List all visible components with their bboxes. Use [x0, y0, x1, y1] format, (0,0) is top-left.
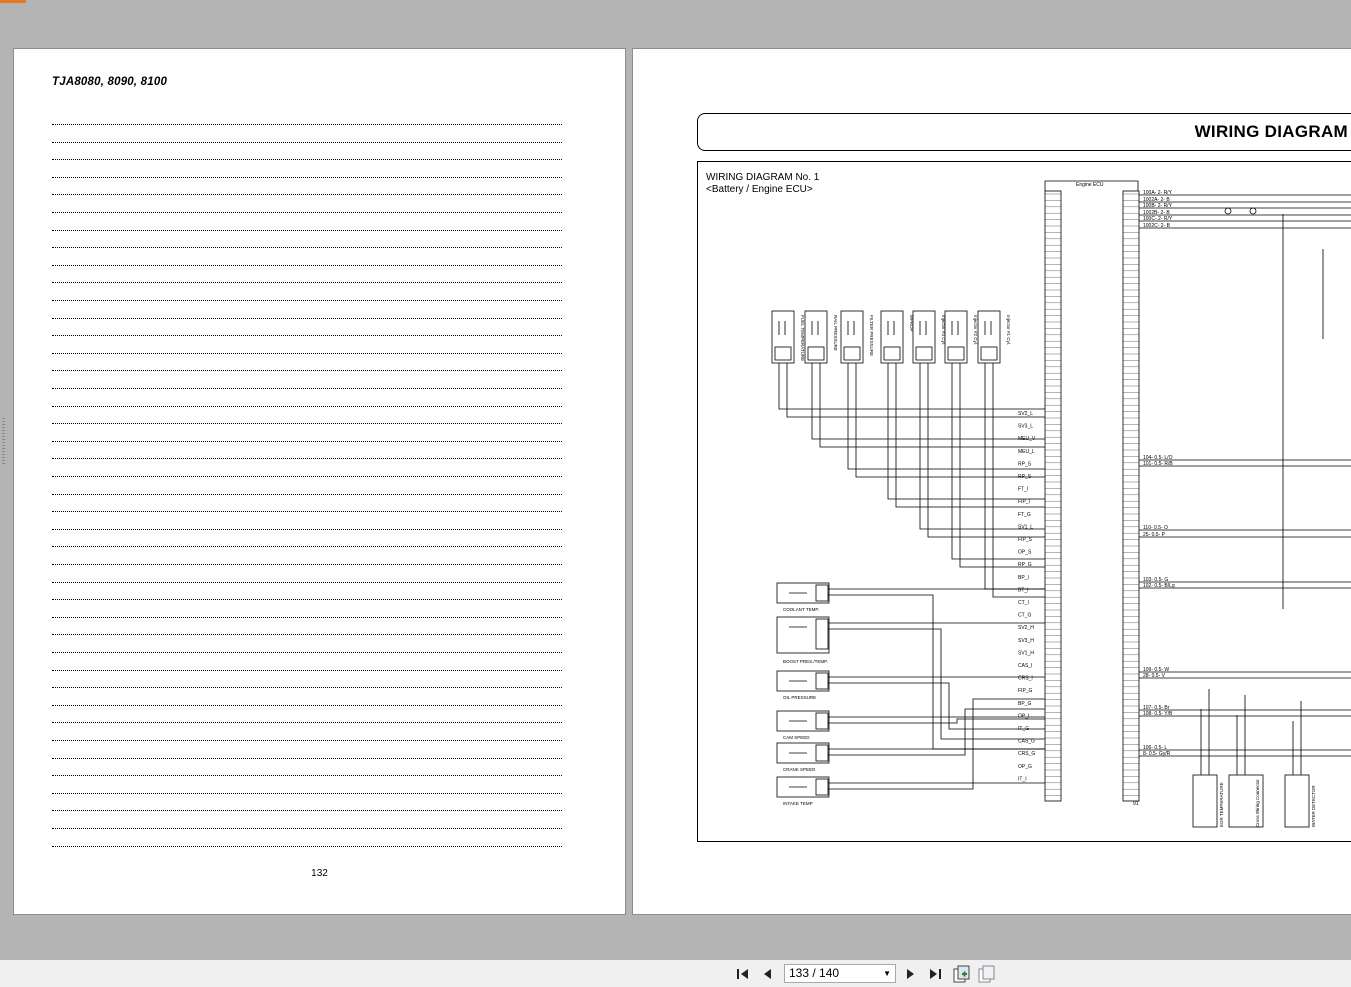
ecu-connector-k	[1123, 191, 1139, 801]
wire-label-left: SV2_L	[1018, 411, 1034, 417]
note-line	[52, 194, 562, 195]
junction-dot	[1225, 208, 1231, 214]
wire	[828, 629, 1045, 739]
sensor-label-left: OIL PRESSURE	[783, 695, 817, 700]
wire-label-left: BT_I	[1018, 587, 1029, 594]
note-line	[52, 617, 562, 618]
previous-page-button[interactable]	[758, 965, 776, 983]
wire-label-left: FIP_S	[1018, 537, 1032, 543]
sensor-box-bottom	[1193, 775, 1217, 827]
wire	[1293, 701, 1301, 775]
note-line	[52, 758, 562, 759]
wire-label-right: 100A- 2- R/Y	[1143, 190, 1172, 196]
dropdown-caret-icon: ▼	[883, 969, 891, 978]
wire	[828, 699, 1045, 789]
sensor-connector	[816, 673, 828, 689]
sensor-label-left: CAM SPEED	[783, 735, 810, 740]
note-line	[52, 388, 562, 389]
note-line	[52, 722, 562, 723]
section-title: WIRING DIAGRAM	[1194, 122, 1348, 141]
document-page-right	[633, 49, 1351, 914]
single-page-view-button[interactable]	[953, 965, 971, 983]
wire-label-left: SV1_L	[1018, 524, 1034, 531]
sensor-connector	[916, 347, 932, 360]
note-line	[52, 230, 562, 231]
wire	[828, 709, 1045, 758]
note-line	[52, 793, 562, 794]
note-line	[52, 511, 562, 512]
note-line	[52, 406, 562, 407]
page-select[interactable]	[784, 964, 896, 983]
ecu-label: Engine ECU	[1076, 182, 1104, 188]
single-page-view-icon	[953, 965, 971, 983]
sensor-connector	[948, 347, 964, 360]
wire-label-left: RP_S	[1018, 474, 1032, 480]
sensor-symbol	[812, 321, 818, 335]
note-line	[52, 582, 562, 583]
sensor-connector	[816, 779, 828, 795]
wire	[1283, 214, 1323, 609]
sensor-label-left: INTAKE TEMP	[783, 801, 813, 806]
wire-label-left: BP_I	[1018, 574, 1029, 581]
note-line	[52, 652, 562, 653]
page-indicator: 133 / 140	[789, 966, 840, 980]
note-line	[52, 265, 562, 266]
wire	[896, 363, 1045, 507]
note-line	[52, 546, 562, 547]
wire-label-left: SV2_H	[1018, 625, 1034, 632]
note-line	[52, 212, 562, 213]
next-page-icon	[904, 967, 918, 981]
wire-label-left: OP_S	[1018, 549, 1032, 556]
note-line	[52, 124, 562, 125]
note-line	[52, 476, 562, 477]
previous-page-icon	[760, 967, 774, 981]
note-line	[52, 441, 562, 442]
wire-label-left: FIP_I	[1018, 499, 1030, 506]
note-line	[52, 177, 562, 178]
app-accent-bar	[0, 0, 26, 3]
wire-label-left: CT_I	[1018, 600, 1029, 606]
sensor-symbol	[920, 321, 926, 335]
sensor-label-top: RAIL PRESSURE	[833, 315, 838, 351]
sensor-connector	[816, 619, 828, 649]
note-line	[52, 142, 562, 143]
wire-label-left: SV1_H	[1018, 650, 1034, 657]
note-line	[52, 494, 562, 495]
wire-label-left: BP_G	[1018, 700, 1032, 707]
wire	[820, 363, 1045, 447]
note-line	[52, 599, 562, 600]
wire-label-left: CAS_I	[1018, 663, 1033, 669]
sensor-connector	[816, 745, 828, 761]
viewer-toolbar	[0, 960, 1351, 987]
last-page-icon	[927, 967, 943, 981]
wire-label-right: 103- 0.5- G	[1143, 577, 1169, 583]
sensor-label-left: COOLANT TEMP.	[783, 607, 820, 612]
sensor-symbol	[888, 321, 894, 335]
wire-label-left: FIP_G	[1018, 688, 1033, 695]
wire	[848, 363, 1045, 469]
wire-label-left: IT_G	[1018, 726, 1030, 732]
wire-label-right: 28- 0.5- V	[1143, 673, 1165, 679]
wire	[828, 595, 1045, 749]
wire-label-left: CT_G	[1018, 612, 1032, 619]
sensor-label-top: FUEL TEMPERATURE	[800, 315, 805, 362]
wire	[856, 363, 1045, 477]
note-line	[52, 423, 562, 424]
note-line	[52, 370, 562, 371]
wire	[779, 363, 1045, 409]
note-line	[52, 458, 562, 459]
note-line	[52, 670, 562, 671]
wire-label-left: OP_G	[1018, 763, 1032, 770]
wire-label-right: 109- 0.5- W	[1143, 667, 1170, 673]
last-page-button[interactable]	[926, 965, 944, 983]
note-line	[52, 634, 562, 635]
wire	[960, 363, 1045, 567]
page-number: 132	[311, 868, 328, 879]
sensor-box-bottom	[1285, 775, 1309, 827]
sensor-symbol	[952, 321, 958, 335]
sensor-label-bottom: WATER DETECTOR	[1311, 785, 1316, 827]
note-line	[52, 353, 562, 354]
sensor-label-top: MPROP	[909, 315, 914, 332]
sensor-symbol	[779, 321, 785, 335]
wire-label-left: SV3_L	[1018, 423, 1034, 430]
wire	[985, 363, 1045, 589]
sensor-label-bottom: Cross Wiring Connector	[1255, 779, 1260, 827]
note-line	[52, 529, 562, 530]
wire-label-right: 8- 0.5- Gy/R	[1143, 751, 1171, 757]
sensor-box-left	[777, 617, 829, 653]
wire-label-left: OP_I	[1018, 713, 1030, 720]
sensor-connector	[808, 347, 824, 360]
wire-label-left: FT_G	[1018, 511, 1031, 518]
wire-label-right: 1002C- 2- B	[1143, 223, 1170, 229]
wire-label-left: MEU_L	[1018, 448, 1035, 455]
document-header: TJA8080, 8090, 8100	[52, 76, 168, 88]
sensor-connector	[981, 347, 997, 360]
wire-label-left: CRS_G	[1018, 751, 1036, 758]
note-line	[52, 282, 562, 283]
wire-label-right: 110- 0.5- O	[1143, 525, 1168, 531]
wire	[828, 683, 1045, 729]
wire	[1201, 689, 1209, 775]
note-line	[52, 687, 562, 688]
sensor-label-left: CRANK SPEED	[783, 767, 816, 772]
sensor-symbol	[848, 321, 854, 335]
wire-label-right: 102- 0.5- B/Lg	[1143, 583, 1175, 589]
note-line	[52, 300, 562, 301]
wire-label-right: 101- 0.5- R/B	[1143, 461, 1173, 467]
sensor-connector	[816, 585, 828, 601]
sensor-label-top: FILTER PRESSURE	[869, 315, 874, 357]
two-page-view-button[interactable]	[978, 965, 996, 983]
note-line	[52, 564, 562, 565]
note-line	[52, 846, 562, 847]
diagram-subtitle: <Battery / Engine ECU>	[706, 184, 813, 195]
sensor-label-left: BOOST PRES./TEMP.	[783, 659, 828, 664]
document-page-left	[14, 49, 625, 914]
wire-label-left: RP_G	[1018, 562, 1032, 569]
note-line	[52, 318, 562, 319]
wire-label-right: 108- 0.5- Y/B	[1143, 711, 1173, 717]
diagram-title: WIRING DIAGRAM No. 1	[706, 172, 820, 183]
pin-number-label: 91	[1133, 801, 1139, 807]
note-line	[52, 705, 562, 706]
wire-label-left: CAS_G	[1018, 738, 1035, 745]
wire-label-left: IT_I	[1018, 776, 1027, 783]
wire-label-right: 25- 0.5- P	[1143, 532, 1165, 538]
wire	[812, 363, 1045, 439]
wire-label-right: 107- 0.5- Br	[1143, 705, 1170, 711]
wire-label-left: FT_I	[1018, 486, 1029, 493]
wire-label-left: MEU_V	[1018, 436, 1036, 443]
first-page-icon	[735, 967, 751, 981]
wire-label-right: 106- 0.5- L	[1143, 745, 1168, 751]
note-line	[52, 740, 562, 741]
wire	[828, 719, 1045, 723]
next-page-button[interactable]	[902, 965, 920, 983]
note-line	[52, 335, 562, 336]
wire-label-right: 104- 0.5- L/O	[1143, 455, 1173, 461]
two-page-view-icon	[978, 965, 996, 983]
sensor-connector	[775, 347, 791, 360]
note-line	[52, 810, 562, 811]
wire-label-left: CRS_I	[1018, 675, 1033, 682]
wire-label-right: 1002B- 2- B	[1143, 210, 1170, 216]
wiring-diagram	[633, 49, 1351, 914]
sensor-label-top: Injector #2 Cyl.	[973, 315, 978, 346]
sensor-label-bottom: EGR TEMPERATURE	[1219, 782, 1224, 827]
sensor-label-top: Injector #1 Cyl.	[1006, 315, 1011, 346]
junction-dot	[1250, 208, 1256, 214]
sensor-connector	[884, 347, 900, 360]
wire-label-right: 1002A- 2- B	[1143, 197, 1170, 203]
note-line	[52, 247, 562, 248]
note-line	[52, 775, 562, 776]
sensor-connector	[816, 713, 828, 729]
sensor-label-top: Injector #3 Cyl.	[941, 315, 946, 346]
wire-label-left: RP_S	[1018, 461, 1032, 468]
ecu-connector-a	[1045, 191, 1061, 801]
wire-label-right: 100C- 2- R/Y	[1143, 216, 1173, 222]
wire-label-left: SV3_H	[1018, 637, 1034, 644]
wire-label-right: 100B- 2- R/Y	[1143, 203, 1172, 209]
note-line	[52, 159, 562, 160]
note-line	[52, 828, 562, 829]
first-page-button[interactable]	[734, 965, 752, 983]
sensor-connector	[844, 347, 860, 360]
splitter-grip[interactable]	[2, 418, 5, 464]
wire	[1237, 695, 1245, 775]
sensor-symbol	[985, 321, 991, 335]
